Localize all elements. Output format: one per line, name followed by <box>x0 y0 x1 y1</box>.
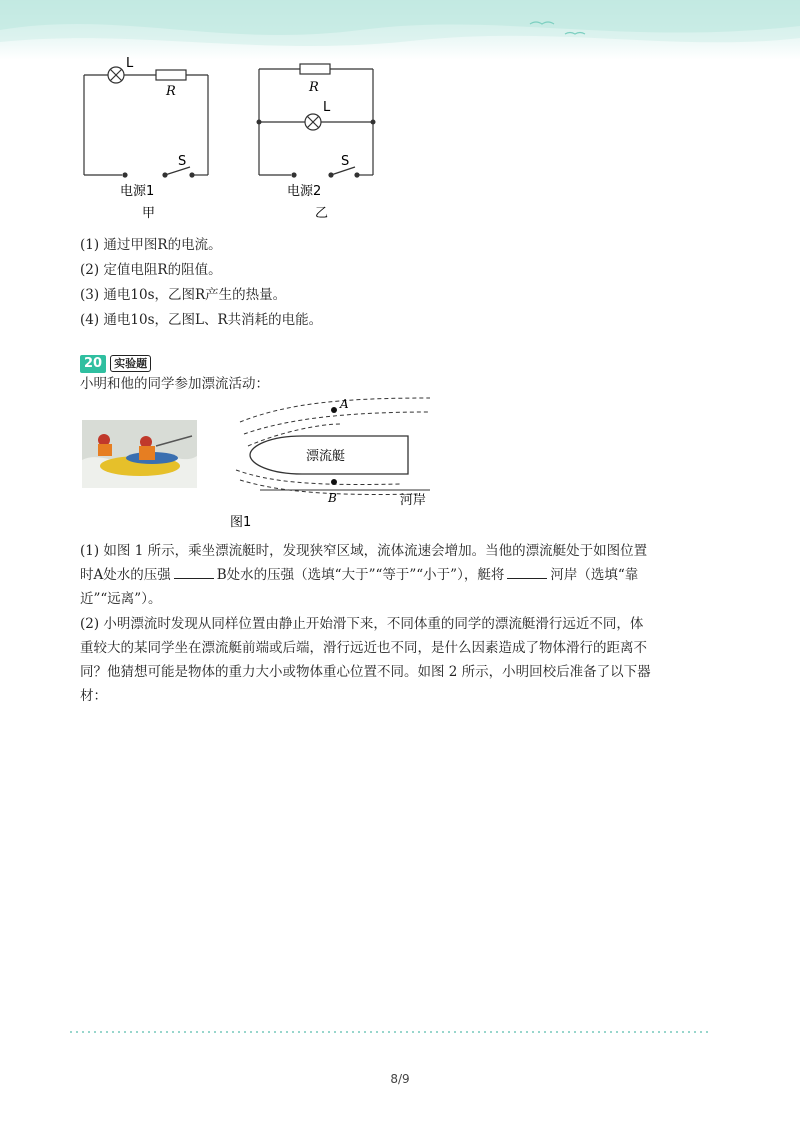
switch-label-b: S <box>341 154 350 169</box>
source-label-a: 电源1 <box>120 184 155 199</box>
q20-part1-line2-c: 河岸（选填“靠 <box>550 567 639 583</box>
source-label-b: 电源2 <box>287 184 322 199</box>
point-b-label: B <box>328 491 337 505</box>
lamp-label-a: L <box>126 56 134 71</box>
q20-part2-line1: (2) 小明漂流时发现从同样位置由静止开始滑下来，不同体重的同学的漂流艇滑行远近不同，体 <box>80 616 644 632</box>
q20-intro: 小明和他的同学参加漂流活动： <box>80 376 269 392</box>
q20-header <box>80 352 151 373</box>
resistor-label-a: R <box>166 84 176 99</box>
point-a-label: A <box>340 397 349 411</box>
footer-divider <box>68 1031 710 1033</box>
q19-item-2: (2) 定值电阻R的阻值。 <box>80 262 222 278</box>
switch-label-a: S <box>178 154 187 169</box>
resistor-label-b: R <box>309 80 319 95</box>
question-number-badge: 20 <box>80 355 106 373</box>
q20-part2-line3: 同？他猜想可能是物体的重力大小或物体重心位置不同。如图 2 所示，小明回校后准备了以下器 <box>80 664 651 680</box>
q20-part2 <box>80 612 720 708</box>
q20-part1-line2 <box>80 563 720 587</box>
question-type-badge: 实验题 <box>110 355 151 372</box>
page-number: 8/9 <box>390 1072 410 1086</box>
q20-part2-line4: 材： <box>80 688 107 704</box>
rafting-photo <box>82 420 197 488</box>
bank-label: 河岸 <box>400 493 427 508</box>
boat-label: 漂流艇 <box>306 449 346 464</box>
q20-part1-line2-b: B处水的压强（选填“大于”“等于”“小于”），艇将 <box>216 567 505 583</box>
q20-part1-line3: 近”“远离”）。 <box>80 591 162 607</box>
figure-caption: 图1 <box>230 515 252 530</box>
q20-part1-line1: (1) 如图 1 所示，乘坐漂流艇时，发现狭窄区域，流体流速会增加。当他的漂流艇处于如图位置 <box>80 543 648 559</box>
q20-part1-line2-a: 时A处水的压强 <box>80 567 171 583</box>
q19-item-3: (3) 通电10s，乙图R产生的热量。 <box>80 287 287 303</box>
answer-blank-2[interactable] <box>507 564 547 579</box>
circuit-caption-b: 乙 <box>315 206 329 221</box>
circuit-caption-a: 甲 <box>142 206 156 221</box>
answer-blank-1[interactable] <box>174 564 214 579</box>
flow-diagram <box>230 392 445 532</box>
header-wave-decoration <box>0 0 800 60</box>
circuit-diagram-a <box>70 55 230 225</box>
q20-part1 <box>80 539 720 611</box>
circuit-diagram-b <box>245 55 395 225</box>
q20-part2-line2: 重较大的某同学坐在漂流艇前端或后端，滑行远近也不同，是什么因素造成了物体滑行的距离不 <box>80 640 647 656</box>
q19-item-1: (1) 通过甲图R的电流。 <box>80 237 222 253</box>
q19-item-4: (4) 通电10s，乙图L、R共消耗的电能。 <box>80 312 323 328</box>
lamp-label-b: L <box>323 100 331 115</box>
